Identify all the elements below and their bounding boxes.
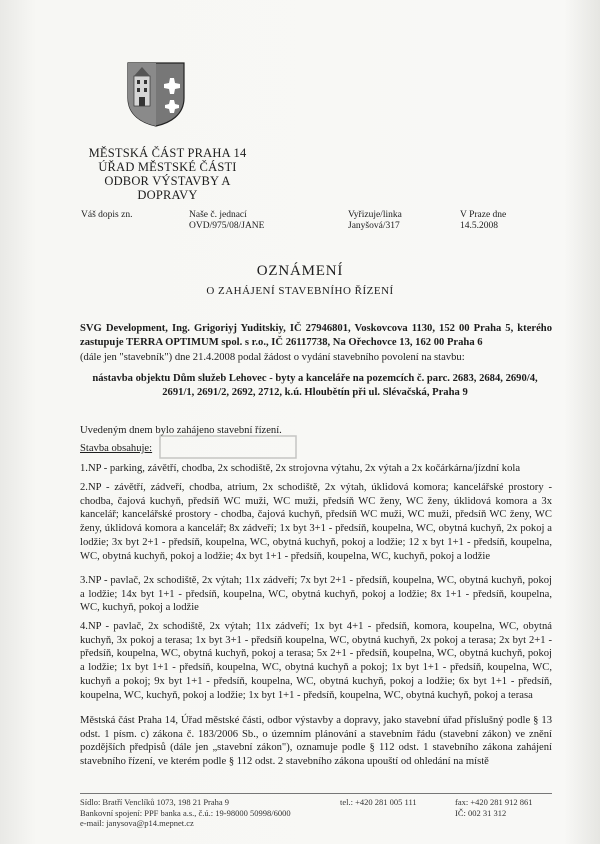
applicant-tail: (dále jen "stavebník") dne 21.4.2008 podal žádost o vydání stavebního povolení na stavbu: (80, 352, 465, 363)
footer-divider (80, 793, 552, 794)
footer-email: e-mail: janysova@p14.mepnet.cz (80, 818, 194, 828)
proceedings-started: Uvedeným dnem bylo zahájeno stavební řízení. (80, 425, 282, 436)
place-date (460, 210, 506, 232)
office-line: MĚSTSKÁ ČÁST PRAHA 14 (88, 146, 247, 160)
footer-fax-ico (455, 797, 533, 818)
our-ref (189, 210, 264, 232)
footer-address (80, 797, 291, 829)
office-line: ÚŘAD MĚSTSKÉ ČÁSTI (98, 160, 237, 174)
footer-seat: Sídlo: Bratří Venclíků 1073, 198 21 Praha 9 (80, 797, 230, 807)
document-title: OZNÁMENÍ (256, 263, 344, 279)
place-label: V Praze dne (460, 210, 507, 220)
footer-fax: fax: +420 281 912 861 (455, 797, 533, 807)
floor-1-description: 1.NP - parking, závětří, chodba, 2x schodiště, 2x strojovna výtahu, 2x výtah a 2x kočárkárna/jízdní kola (80, 463, 521, 474)
footer-bank: Bankovní spojení: PPF banka a.s., č.ú.: 19-98000 50998/6000 (80, 807, 291, 818)
handled-by-value: Janyšová/317 (348, 221, 400, 231)
office-name-block (80, 146, 255, 202)
your-letter-label: Váš dopis zn. (81, 210, 133, 220)
floor-4-description: 4.NP - pavlač, 2x schodiště, 2x výtah; 11x zádveří; 1x byt 4+1 - předsíň, komora, koupelna, WC, obytná kuchyň, 3x pokoj a terasa; 1x byt 3+1 - předsíň koupelna, WC, obytná kuchyň, 2x pokoj a terasa; 2x byt 2+1 - předsíň, koupelna, WC, obytná kuchyň, pokoj a terasa; 5x 2+1 - předsíň, koupelna, WC, obytná kuchyň, pokoj a lodžie; 1x byt 1+1 - předsíň, koupelna, WC, obytná kuchyň a pokoj; 1x byt 1+1 - předsíň, koupelna, WC, kuchyň a pokoj; 9x byt 1+1 - předsíň, koupelna, WC, obytná kuchyň, pokoj a lodžie; 6x byt 1+1 - předsíň, koupelna, WC, kuchyň, pokoj a lodžie; 1x byt 1+1 - předsíň, koupelna, WC, obytná kuchyň, pokoj a terasa (80, 621, 552, 701)
our-ref-label: Naše č. jednací (189, 210, 247, 220)
footer-ico: IČ: 002 31 312 (455, 807, 507, 818)
project-description: nástavba objektu Dům služeb Lehovec - byty a kanceláře na pozemcích č. parc. 2683, 2684, 2690/4, 2691/1, 2691/2, 2692, 2712, k.ú. Hloubětín při ul. Slévačská, Praha 9 (92, 373, 538, 398)
office-line: ODBOR VÝSTAVBY A (104, 174, 231, 188)
document-subtitle: O ZAHÁJENÍ STAVEBNÍHO ŘÍZENÍ (206, 285, 394, 297)
office-line: DOPRAVY (137, 188, 198, 202)
contents-label: Stavba obsahuje: (80, 443, 153, 454)
closing-paragraph: Městská část Praha 14, Úřad městské části, odbor výstavby a dopravy, jako stavební úřad příslušný podle § 13 odst. 1 písm. c) zákona č. 183/2006 Sb., o územním plánování a stavebním řádu (stavební zákon) ve znění pozdějších předpisů (dále jen „stavební zákon"), oznamuje podle § 112 odst. 1 stavebního zákona zahájení stavebního řízení, ve kterém podle § 112 odst. 2 stavebního zákona upouští od ohledání na místě (80, 715, 552, 768)
footer-tel: tel.: +420 281 005 111 (340, 797, 417, 807)
applicant-paragraph: SVG Development, Ing. Grigoriyj Yuditskiy, IČ 27946801, Voskovcova 1130, 152 00 Praha 5, kterého zastupuje TERRA OPTIMUM spol. s r.o., IČ 26117738, Na Ořechovce 13, 162 00 Praha 6 (80, 323, 552, 348)
coat-of-arms-icon (125, 60, 187, 128)
date-value: 14.5.2008 (460, 221, 498, 231)
floor-2-description: 2.NP - závětří, zádveří, chodba, atrium, 2x schodiště, 2x výtah, úklidová komora; kancelářské prostory - chodba, čajová kuchyň, předsíň WC muži, WC muži, předsíň WC ženy, WC ženy, úklidová komora a 3x kancelář; kancelářské prostory - chodba, čajová kuchyň, předsíň WC muži, WC muži, předsíň WC ženy, WC ženy, úklidová komora a kancelář; 8x zádveří; 1x byt 3+1 - předsíň, koupelna, WC, obytná kuchyň, 2x pokoj a lodžie; 3x byt 2+1 - předsíň, koupelna, WC, obytná kuchyň, pokoj a lodžie; 12 x byt 1+1 - předsíň, koupelna, WC, obytná kuchyň, pokoj a lodžie; 4x byt 1+1 - předsíň, koupelna, WC, kuchyň, pokoj a lodžie (80, 482, 552, 562)
your-letter-ref (81, 210, 132, 221)
floor-3-description: 3.NP - pavlač, 2x schodiště, 2x výtah; 11x zádveří; 7x byt 2+1 - předsíň, koupelna, WC, obytná kuchyň, pokoj a lodžie; 14x byt 1+1 - předsíň, koupelna, WC, obytná kuchyň, pokoj a lodžie; 8x 1+1 - předsíň, koupelna, WC, kuchyň, pokoj a lodžie (80, 575, 552, 614)
footer-phone (340, 797, 417, 808)
our-ref-value: OVD/975/08/JANE (189, 221, 265, 231)
handled-by-label: Vyřizuje/linka (348, 210, 402, 220)
handled-by (348, 210, 402, 232)
